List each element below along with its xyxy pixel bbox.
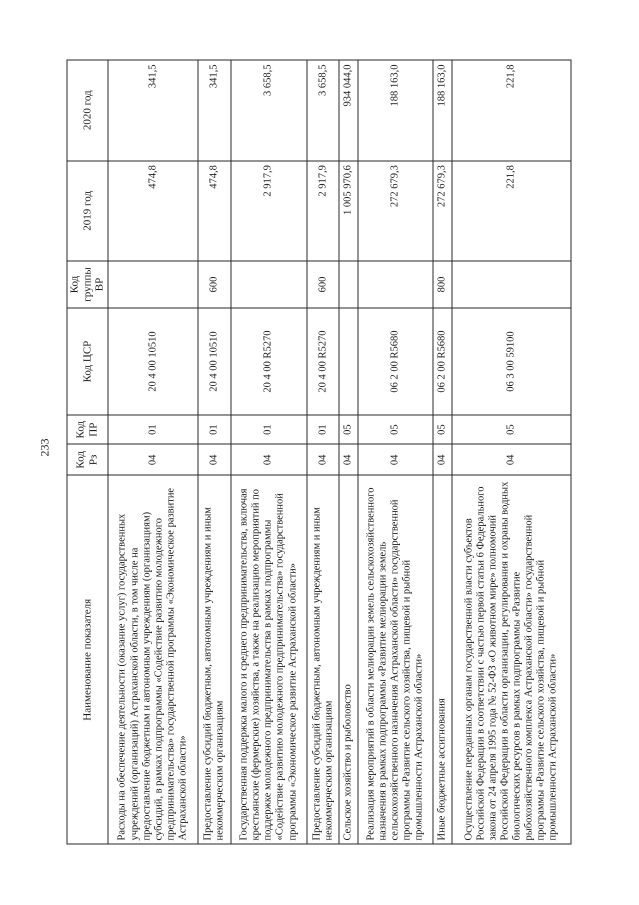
row-vr xyxy=(452,261,571,308)
row-name: Расходы на обеспечение деятельности (оказание услуг) государственных учреждений (организаций) Астраханской области, в том числе на предоставление бюджетным и автономным учреждениям (организациям) субсидий, в рамках подпрограммы «Содействие развитию молодежного предпринимательства» государственной программы «Экономическое развитие Астраханской области» xyxy=(108,475,198,844)
row-rz: 04 xyxy=(452,444,571,475)
row-2019: 474,8 xyxy=(108,161,198,262)
row-rz: 04 xyxy=(198,444,231,475)
row-2020: 188 163,0 xyxy=(358,60,434,161)
rotated-table-container xyxy=(67,60,572,845)
row-2020: 188 163,0 xyxy=(433,60,451,161)
row-pr: 01 xyxy=(108,415,198,444)
row-2020: 341,5 xyxy=(198,60,231,161)
row-name: Предоставление субсидий бюджетным, автономным учреждениям и иным некоммерческим организациям xyxy=(307,475,340,844)
row-csr: 20 4 00 R5270 xyxy=(307,308,340,415)
header-vr: Код группы ВР xyxy=(67,261,108,308)
header-name: Наименование показателя xyxy=(67,475,108,844)
row-2020: 934 044,0 xyxy=(339,60,357,161)
row-rz: 04 xyxy=(358,444,434,475)
row-pr: 05 xyxy=(339,415,357,444)
row-vr xyxy=(231,261,307,308)
table-row xyxy=(231,60,307,844)
budget-table xyxy=(67,60,572,845)
row-pr: 05 xyxy=(452,415,571,444)
table-header-row xyxy=(67,60,108,844)
header-2019: 2019 год xyxy=(67,161,108,262)
row-csr: 06 2 00 R5680 xyxy=(358,308,434,415)
row-pr: 05 xyxy=(433,415,451,444)
row-vr xyxy=(108,261,198,308)
row-2020: 341,5 xyxy=(108,60,198,161)
table-row xyxy=(198,60,231,844)
table-row xyxy=(307,60,340,844)
row-name: Реализация мероприятий в области мелиорации земель сельскохозяйственного назначения в рамках подпрограммы «Развитие мелиорации земель сельскохозяйственного назначения Астраханской области» государственной программы «Развитие сельского хозяйства, пищевой и рыбной промышленности Астраханской области» xyxy=(358,475,434,844)
table-row xyxy=(433,60,451,844)
page-number: 233 xyxy=(37,438,52,457)
row-csr: 06 3 00 59100 xyxy=(452,308,571,415)
header-csr: Код ЦСР xyxy=(67,308,108,415)
header-pr: Код ПР xyxy=(67,415,108,444)
row-2019: 2 917,9 xyxy=(307,161,340,262)
header-2020: 2020 год xyxy=(67,60,108,161)
row-2019: 272 679,3 xyxy=(358,161,434,262)
row-rz: 04 xyxy=(339,444,357,475)
row-pr: 01 xyxy=(231,415,307,444)
row-name: Государственная поддержка малого и среднего предпринимательства, включая крестьянские (фермерские) хозяйства, а также на реализацию мероприятий по поддержке молодежного предпринимательства в рамках подпрограммы «Содействие развитию молодежного предпринимательства» государственной программы «Экономическое развитие Астраханской области» xyxy=(231,475,307,844)
row-vr: 800 xyxy=(433,261,451,308)
row-vr: 600 xyxy=(307,261,340,308)
row-name: Осуществление переданных органам государственной власти субъектов Российской Федерации в соответствии с частью первой статьи 6 Федерального закона от 24 апреля 1995 года № 52-ФЗ «О животном мире» полномочий Российской Федерации в области организации, регулирования и охраны водных биологических ресурсов в рамках подпрограммы «Развитие рыбохозяйственного комплекса Астраханской области» государственной программы «Развитие сельского хозяйства, пищевой и рыбной промышленности Астраханской области» xyxy=(452,475,571,844)
row-2019: 474,8 xyxy=(198,161,231,262)
table-row xyxy=(452,60,571,844)
row-2020: 3 658,5 xyxy=(307,60,340,161)
row-name: Иные бюджетные ассигнования xyxy=(433,475,451,844)
row-rz: 04 xyxy=(231,444,307,475)
row-2020: 221,8 xyxy=(452,60,571,161)
row-2019: 1 005 970,6 xyxy=(339,161,357,262)
row-2019: 272 679,3 xyxy=(433,161,451,262)
row-csr: 06 2 00 R5680 xyxy=(433,308,451,415)
row-2020: 3 658,5 xyxy=(231,60,307,161)
row-pr: 05 xyxy=(358,415,434,444)
row-vr: 600 xyxy=(198,261,231,308)
table-row xyxy=(108,60,198,844)
row-csr: 20 4 00 R5270 xyxy=(231,308,307,415)
row-csr xyxy=(339,308,357,415)
header-rz: Код Рз xyxy=(67,444,108,475)
row-rz: 04 xyxy=(307,444,340,475)
row-csr: 20 4 00 10510 xyxy=(108,308,198,415)
row-name: Предоставление субсидий бюджетным, автономным учреждениям и иным некоммерческим организациям xyxy=(198,475,231,844)
row-name: Сельское хозяйство и рыболовство xyxy=(339,475,357,844)
row-vr xyxy=(339,261,357,308)
row-pr: 01 xyxy=(198,415,231,444)
row-2019: 2 917,9 xyxy=(231,161,307,262)
row-rz: 04 xyxy=(108,444,198,475)
row-2019: 221,8 xyxy=(452,161,571,262)
row-vr xyxy=(358,261,434,308)
table-row xyxy=(339,60,357,844)
table-row xyxy=(358,60,434,844)
row-csr: 20 4 00 10510 xyxy=(198,308,231,415)
row-rz: 04 xyxy=(433,444,451,475)
row-pr: 01 xyxy=(307,415,340,444)
